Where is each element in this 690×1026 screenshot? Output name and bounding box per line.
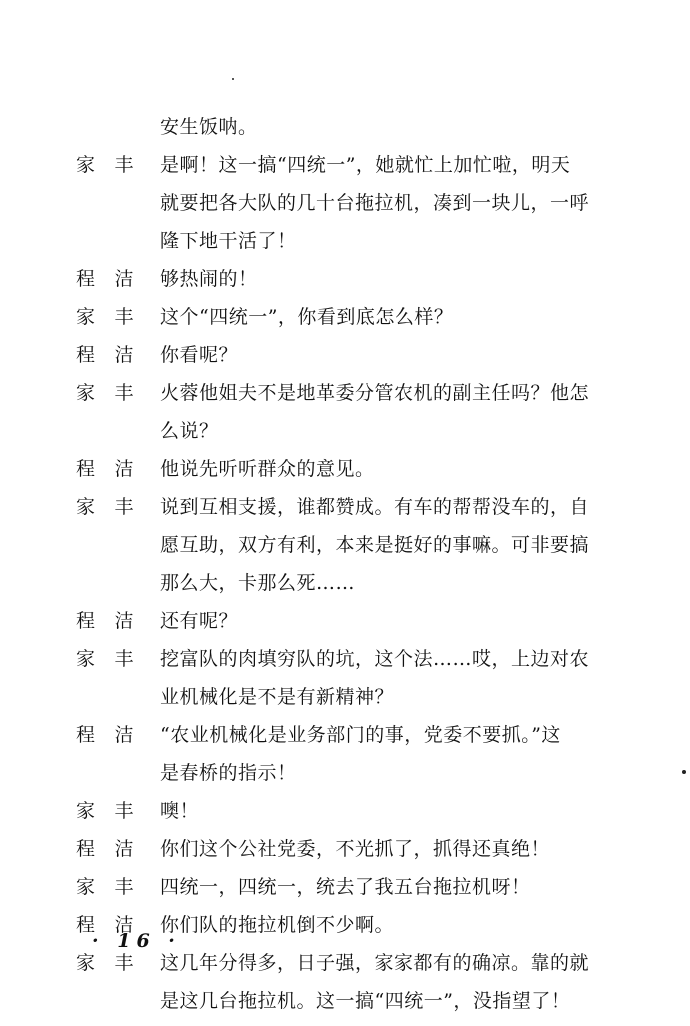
dialogue-continuation	[76, 184, 636, 222]
dialogue-line	[76, 374, 636, 412]
dialogue-continuation	[76, 222, 636, 260]
dialogue-line	[76, 336, 636, 374]
dialogue-text: 那么大，卡那么死……	[160, 572, 356, 594]
dialogue-text: 火蓉他姐夫不是地革委分管农机的副主任吗？他怎	[160, 382, 590, 404]
speaker-name: 家 丰	[76, 876, 134, 898]
dialogue-continuation	[76, 526, 636, 564]
speaker-name	[76, 982, 160, 1020]
speaker-name	[76, 526, 160, 564]
page-number: · 16 ·	[92, 930, 181, 952]
speaker-name	[76, 222, 160, 260]
dialogue-text: 是啊！这一搞“四统一”，她就忙上加忙啦，明天	[160, 154, 571, 176]
speaker-name: 家 丰	[76, 496, 134, 518]
dialogue-text: 还有呢？	[160, 610, 239, 632]
dialogue-text: 么说？	[160, 420, 219, 442]
dialogue-text: 你们队的拖拉机倒不少啊。	[160, 914, 395, 936]
speaker-name: 家 丰	[76, 306, 134, 328]
dialogue-text: 安生饭呐。	[160, 116, 258, 138]
speaker-name: 程 洁	[76, 458, 134, 480]
speaker-name: 程 洁	[76, 724, 134, 746]
dialogue-text: 这个“四统一”，你看到底怎么样？	[160, 306, 454, 328]
speaker-name: 程 洁	[76, 344, 134, 366]
speaker-name: 家 丰	[76, 154, 134, 176]
speaker-name	[76, 754, 160, 792]
speaker-name	[76, 678, 160, 716]
dialogue-block	[76, 108, 636, 1020]
dialogue-line	[76, 488, 636, 526]
speaker-name	[76, 184, 160, 222]
speaker-name: 家 丰	[76, 952, 134, 974]
dialogue-continuation	[76, 108, 636, 146]
dialogue-continuation	[76, 412, 636, 450]
dialogue-line	[76, 146, 636, 184]
speaker-name: 家 丰	[76, 648, 134, 670]
dialogue-text: 四统一，四统一，统去了我五台拖拉机呀！	[160, 876, 531, 898]
speaker-name: 程 洁	[76, 914, 134, 936]
print-speck	[682, 770, 686, 774]
dialogue-continuation	[76, 564, 636, 602]
speaker-name	[76, 412, 160, 450]
speaker-name: 家 丰	[76, 382, 134, 404]
dialogue-text: 挖富队的肉填穷队的坑，这个法……哎，上边对农	[160, 648, 590, 670]
dialogue-line	[76, 640, 636, 678]
dialogue-continuation	[76, 982, 636, 1020]
dialogue-text: 这几年分得多，日子强，家家都有的确凉。靠的就	[160, 952, 590, 974]
dialogue-text: 说到互相支援，谁都赞成。有车的帮帮没车的，自	[160, 496, 590, 518]
dialogue-line	[76, 792, 636, 830]
dialogue-text: 就要把各大队的几十台拖拉机，凑到一块儿，一呼	[160, 192, 590, 214]
dialogue-text: 你们这个公社党委，不光抓了，抓得还真绝！	[160, 838, 551, 860]
speaker-name	[76, 108, 160, 146]
speaker-name: 程 洁	[76, 838, 134, 860]
dialogue-line	[76, 450, 636, 488]
dialogue-line	[76, 260, 636, 298]
dialogue-continuation	[76, 754, 636, 792]
dialogue-continuation	[76, 678, 636, 716]
dialogue-text: 够热闹的！	[160, 268, 258, 290]
dialogue-line	[76, 868, 636, 906]
dialogue-text: 隆下地干活了！	[160, 230, 297, 252]
speaker-name	[76, 564, 160, 602]
dialogue-text: 他说先听听群众的意见。	[160, 458, 375, 480]
print-speck	[232, 78, 234, 80]
speaker-name: 程 洁	[76, 610, 134, 632]
dialogue-line	[76, 602, 636, 640]
dialogue-text: 是这几台拖拉机。这一搞“四统一”，没指望了！	[160, 990, 571, 1012]
speaker-name: 家 丰	[76, 800, 134, 822]
dialogue-text: 业机械化是不是有新精神？	[160, 686, 395, 708]
dialogue-text: 愿互助，双方有利，本来是挺好的事嘛。可非要搞	[160, 534, 590, 556]
dialogue-line	[76, 716, 636, 754]
dialogue-text: 你看呢？	[160, 344, 239, 366]
dialogue-line	[76, 830, 636, 868]
dialogue-text: 是春桥的指示！	[160, 762, 297, 784]
dialogue-text: “农业机械化是业务部门的事，党委不要抓。”这	[160, 724, 561, 746]
dialogue-line	[76, 298, 636, 336]
dialogue-text: 噢！	[160, 800, 200, 822]
speaker-name: 程 洁	[76, 268, 134, 290]
